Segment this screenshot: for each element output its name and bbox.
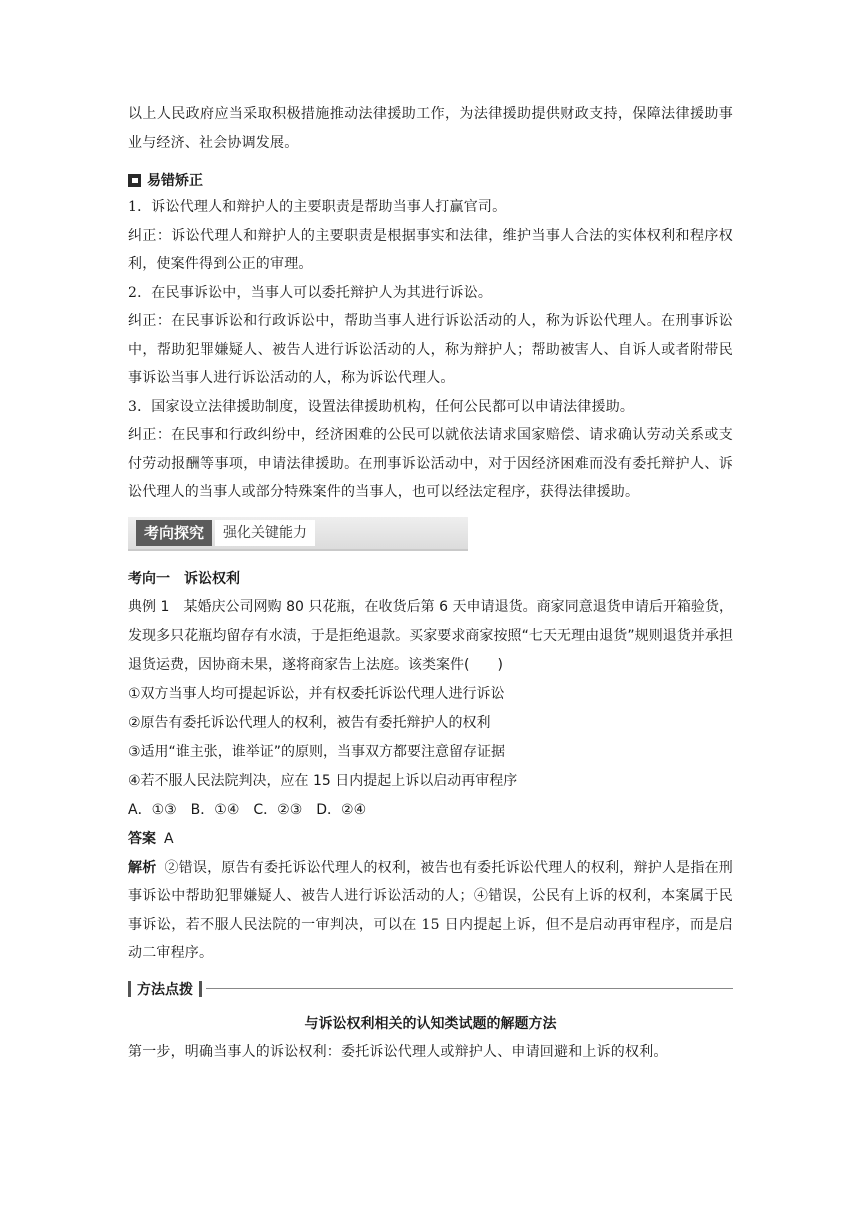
answer-value: A	[164, 830, 174, 847]
analysis-label: 解析	[128, 859, 157, 876]
error-statement-2: 2．在民事诉讼中，当事人可以委托辩护人为其进行诉讼。	[128, 284, 493, 301]
option-2: ②原告有委托诉讼代理人的权利，被告有委托辩护人的权利	[128, 714, 491, 731]
direction-title: 考向一 诉讼权利	[128, 570, 240, 587]
error-correction-1: 纠正：诉讼代理人和辩护人的主要职责是根据事实和法律，维护当事人合法的实体权利和程序权利，使案件得到公正的审理。	[128, 227, 733, 272]
section-banner	[128, 517, 468, 551]
method-subtitle: 与诉讼权利相关的认知类试题的解题方法	[304, 1015, 557, 1032]
error-statement-1: 1．诉讼代理人和辩护人的主要职责是帮助当事人打赢官司。	[128, 199, 507, 215]
method-divider-line	[206, 988, 733, 989]
option-4: ④若不服人民法院判决，应在 15 日内提起上诉以启动再审程序	[128, 772, 518, 789]
answer-line	[128, 825, 733, 854]
document-page	[128, 100, 733, 1066]
method-bar-right-mark	[199, 981, 202, 997]
method-step-1: 第一步，明确当事人的诉讼权利：委托诉讼代理人或辩护人、申请回避和上诉的权利。	[128, 1043, 668, 1060]
answer-choices: A．①③ B．①④ C．②③ D．②④	[128, 801, 367, 818]
option-3: ③适用“谁主张，谁举证”的原则，当事双方都要注意留存证据	[128, 743, 506, 760]
error-correction-2: 纠正：在民事诉讼和行政诉讼中，帮助当事人进行诉讼活动的人，称为诉讼代理人。在刑事诉讼中，帮助犯罪嫌疑人、被告人进行诉讼活动的人，称为辩护人；帮助被害人、自诉人或者附带民事诉讼当事人进行诉讼活动的人，称为诉讼代理人。	[128, 313, 733, 386]
error-correction-3: 纠正：在民事和行政纠纷中，经济困难的公民可以就依法请求国家赔偿、请求确认劳动关系或支付劳动报酬等事项，申请法律援助。在刑事诉讼活动中，对于因经济困难而没有委托辩护人、诉讼代理人的当事人或部分特殊案件的当事人，也可以经法定程序，获得法律援助。	[128, 427, 733, 500]
banner-dark-label: 考向探究	[136, 520, 212, 546]
method-title: 方法点拨	[137, 981, 193, 998]
intro-paragraph: 以上人民政府应当采取积极措施推动法律援助工作，为法律援助提供财政支持，保障法律援助事业与经济、社会协调发展。	[128, 106, 733, 151]
analysis-paragraph	[128, 854, 733, 968]
answer-label: 答案	[128, 830, 156, 847]
analysis-text: ②错误，原告有委托诉讼代理人的权利，被告也有委托诉讼代理人的权利，辩护人是指在刑事诉讼中帮助犯罪嫌疑人、被告人进行诉讼活动的人；④错误，公民有上诉的权利，本案属于民事诉讼，若不服人民法院的一审判决，可以在 15 日内提起上诉，但不是启动再审程序，而是启动二审程序。	[128, 859, 733, 961]
example-question: 典例 1 某婚庆公司网购 80 只花瓶，在收货后第 6 天申请退货。商家同意退货申请后开箱验货，发现多只花瓶均留存有水渍，于是拒绝退款。买家要求商家按照“七天无理由退货”规则退货并承担退货运费，因协商未果，遂将商家告上法庭。该类案件( )	[128, 598, 733, 673]
section-marker-icon	[128, 174, 141, 187]
method-bar-left-mark	[128, 981, 131, 997]
method-header	[128, 974, 733, 1004]
error-statement-3: 3．国家设立法律援助制度，设置法律援助机构，任何公民都可以申请法律援助。	[128, 398, 635, 415]
error-correction-header	[128, 167, 733, 193]
banner-light-label: 强化关键能力	[215, 520, 315, 546]
error-correction-title: 易错矫正	[147, 173, 203, 189]
option-1: ①双方当事人均可提起诉讼，并有权委托诉讼代理人进行诉讼	[128, 685, 505, 702]
